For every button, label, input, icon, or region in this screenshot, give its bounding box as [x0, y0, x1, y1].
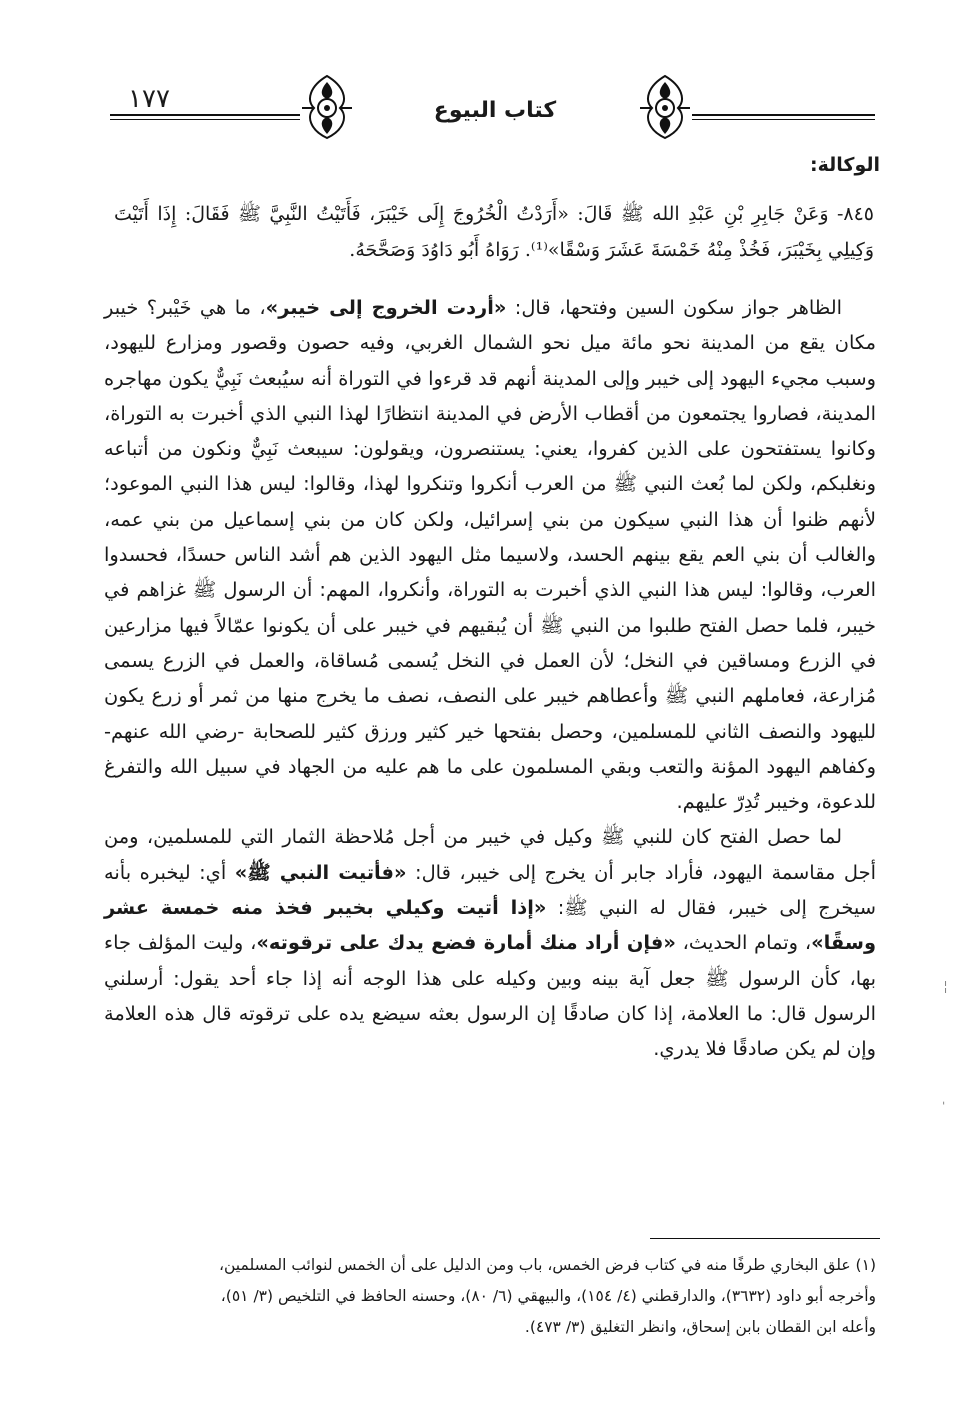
header-rule-right — [692, 114, 875, 116]
margin-mark: ╎ — [942, 980, 950, 994]
text-run: ، ما هي خَيْبر؟ خيبر مكان يقع من المدينة نحو مائة ميل نحو الشمال الغربي، وفيه حصون وقصور ومزارع لليهود، وسبب مجيء اليهود إلى خيبر وإلى المدينة أنهم قد قرءوا في التوراة أنه سيُبعث نَبِيٌّ يكون مهاجره المدينة، فصاروا يجتمعون من أقطاب الأرض في المدينة انتظارًا لهذا النبي الذي أخبرت به التوراة، وكانوا يستفتحون على الذين كفروا، يعني: يستنصرون، ويقولون: سيبعث نَبِيٌّ ونكون من أتباعه ونغلبكم، ولكن لما بُعث النبي ﷺ من العرب أنكروا وتنكروا لهذا، وقالوا: ليس هذا النبي الموعود؛ لأنهم ظنوا أن هذا النبي سيكون من بني إسرائيل، ولكن كان من بني إسماعيل من بني عمه، والغالب أن بني العم يقع بينهم الحسد، ولاسيما مثل اليهود الذين هم أشد الناس حسدًا، فحسدوا العرب، وقالوا: ليس هذا النبي الذي أخبرت به التوراة، وأنكروا، المهم: أن الرسول ﷺ غزاهم في خيبر، فلما حصل الفتح طلبوا من النبي ﷺ أن يُبقيهم في خيبر على أن يكونوا عمّالاً فيها مزارعين في الزرع ومساقين في النخل؛ لأن العمل في النخل يُسمى مُساقاة، والعمل في الزرع يسمى مُزارعة، فعاملهم النبي ﷺ وأعطاهم خيبر على النصف، نصف ما يخرج منها من ثمر أو زرع يكون لليهود والنصف الثاني للمسلمين، وحصل بفتحها خير كثير ورزق كثير للصحابة -رضي الله عنهم- وكفاهم اليهود المؤنة والتعب وبقي المسلمون على ما هم عليه من الجهاد في سبيل الله والتفرغ للدعوة، وخيبر تُدِرّ عليهم. — [104, 296, 876, 814]
section-heading: الوكالة: — [810, 154, 880, 176]
header-rule-right-thin — [692, 119, 875, 120]
commentary-paragraph — [104, 290, 876, 819]
text-run: لما حصل الفتح كان للنبي ﷺ وكيل في خيبر من أجل مُلاحظة الثمار التي للمسلمين، ومن أجل مقاسمة اليهود، فأراد جابر أن يخرج إلى خيبر، قال: — [104, 825, 876, 884]
footnote — [104, 1250, 876, 1343]
hadith-quote: «فإن أراد منك أمارة فضع يدك على ترقوته» — [256, 931, 676, 955]
text-run: الظاهر جواز سكون السين وفتحها، قال: — [506, 296, 842, 319]
commentary-paragraph — [104, 819, 876, 1066]
ornament-right-icon — [638, 72, 692, 142]
margin-mark: ˈ — [942, 1100, 946, 1114]
text-run: ، وليت المؤلف جاء بها، كأن الرسول ﷺ جعل آية بينه وبين وكيله على هذا الوجه أنه إذا جاء أحد يقول: أرسلني الرسول قال: ما العلامة، إذا كان صادقًا إن الرسول بعثه سيضع يده على ترقوته قال هذه العلامة وإن لم يكن صادقًا فلا يدري. — [104, 931, 876, 1061]
page-number: ١٧٧ — [128, 84, 170, 114]
hadith-quote: «فأتيت النبي ﷺ» — [234, 860, 407, 884]
hadith-quote: «أردت الخروج إلى خيبر» — [265, 296, 507, 319]
header-rule-left — [110, 114, 300, 116]
hadith-quote: «إذا أتيت وكيلي بخيبر فخذ منه خمسة عشر وسقًا» — [104, 896, 876, 955]
hadith-number: ٨٤٥- — [836, 203, 874, 225]
footnote-line: (١) علق البخاري طرفًا منه في كتاب فرض الخمس، باب ومن الدليل على أن الخمس لنوائب المسلمين، — [219, 1256, 876, 1274]
page-header — [110, 70, 875, 150]
text-run: أي: ليخبره بأنه سيخرج إلى خيبر، فقال له النبي ﷺ: — [104, 860, 876, 920]
footnote-divider — [650, 1238, 880, 1239]
text-run: ، وتمام الحديث، — [675, 931, 812, 955]
hadith-body: وَعَنْ جَابِرِ بْنِ عَبْدِ الله ﷺ قَالَ: «أَرَدْتُ الْخُرُوجَ إِلَى خَيْبَرَ، فَأَتَيْتُ النَّبِيَّ ﷺ فَقَالَ: إِذَا أَتَيْتَ وَكِيلِي بِخَيْبَرَ، فَخُذْ مِنْهُ خَمْسَةَ عَشَرَ وَسْقًا»⁽¹⁾. رَوَاهُ أَبُو دَاوُدَ وَصَحَّحَهُ. — [114, 203, 874, 261]
footnote-line: وأعله ابن القطان بابن إسحاق، وانظر التغليق (٣/ ٤٧٣). — [524, 1318, 876, 1336]
hadith-text — [114, 196, 874, 268]
commentary — [104, 290, 876, 1067]
ornament-left-icon — [300, 72, 354, 142]
header-rule-left-thin — [110, 119, 300, 120]
header-title: كتاب البيوع — [433, 98, 557, 123]
footnote-line: وأخرجه أبو داود (٣٦٣٢)، والدارقطني (٤/ ١٥٤)، والبيهقي (٦/ ٨٠)، وحسنه الحافظ في التلخيص (٣/ ٥١)، — [220, 1287, 876, 1305]
